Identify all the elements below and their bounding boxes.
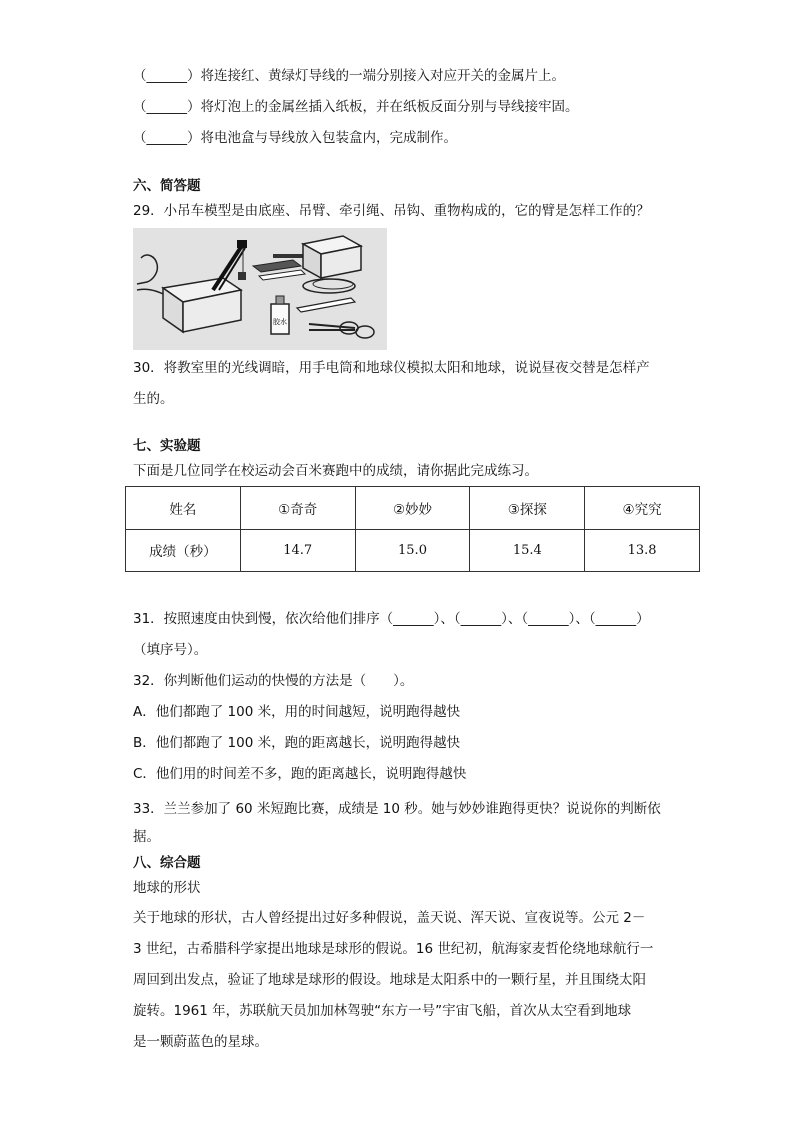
passage-title: 地球的形状 [133, 880, 201, 896]
passage-line-4: 旋转。1961 年，苏联航天员加加林驾驶“东方一号”宇宙飞船，首次从太空看到地球 [133, 1003, 632, 1019]
table-header-cell: ④究究 [585, 487, 700, 530]
step-3: （______）将电池盒与导线放入包装盒内，完成制作。 [133, 130, 457, 146]
crane-model-drawing [133, 228, 387, 350]
option-b: B．他们都跑了 100 米，跑的距离越长，说明跑得越快 [133, 735, 461, 751]
table-header-cell: 姓名 [126, 487, 241, 530]
step-1: （______）将连接红、黄绿灯导线的一端分别接入对应开关的金属片上。 [133, 68, 565, 84]
table-header-row [126, 487, 700, 530]
question-33-line-1: 33．兰兰参加了 60 米短跑比赛，成绩是 10 秒。她与妙妙谁跑得更快？说说你的判断依 [133, 801, 661, 817]
question-33-line-2: 据。 [133, 829, 160, 845]
section-7-intro: 下面是几位同学在校运动会百米赛跑中的成绩，请你据此完成练习。 [133, 463, 538, 479]
question-31-line-2: （填序号）。 [133, 642, 208, 658]
section-7-heading: 七、实验题 [133, 438, 201, 454]
section-8-heading: 八、综合题 [133, 855, 201, 871]
table-header-cell: ②妙妙 [355, 487, 470, 530]
option-a: A．他们都跑了 100 米，用的时间越短，说明跑得越快 [133, 704, 461, 720]
table-header-cell: ①奇奇 [240, 487, 355, 530]
question-31-line-1: 31．按照速度由快到慢，依次给他们排序（______）、（______）、（______）、（______） [133, 611, 650, 627]
table-row-label: 成绩（秒） [126, 529, 241, 572]
question-30-line-1: 30．将教室里的光线调暗，用手电筒和地球仪模拟太阳和地球，说说昼夜交替是怎样产 [133, 360, 650, 376]
table-cell: 13.8 [585, 529, 700, 572]
step-2: （______）将灯泡上的金属丝插入纸板，并在纸板反面分别与导线接牢固。 [133, 99, 579, 115]
table-header-cell: ③探探 [470, 487, 585, 530]
table-cell: 14.7 [240, 529, 355, 572]
table-row [126, 529, 700, 572]
table-cell: 15.4 [470, 529, 585, 572]
question-32: 32．你判断他们运动的快慢的方法是（ ）。 [133, 673, 414, 689]
section-6-heading: 六、简答题 [133, 178, 201, 194]
crane-model-image [133, 228, 387, 350]
passage-line-3: 周回到出发点，验证了地球是球形的假设。地球是太阳系中的一颗行星，并且围绕太阳 [133, 972, 646, 988]
option-c: C．他们用的时间差不多，跑的距离越长，说明跑得越快 [133, 766, 467, 782]
question-30-line-2: 生的。 [133, 391, 174, 407]
race-results-table [125, 486, 700, 572]
passage-line-2: 3 世纪，古希腊科学家提出地球是球形的假说。16 世纪初，航海家麦哲伦绕地球航行一 [133, 941, 654, 957]
passage-line-1: 关于地球的形状，古人曾经提出过好多种假说，盖天说、浑天说、宣夜说等。公元 2－ [133, 910, 646, 926]
table-cell: 15.0 [355, 529, 470, 572]
glue-label: 胶水 [273, 318, 287, 326]
passage-line-5: 是一颗蔚蓝色的星球。 [133, 1034, 268, 1050]
question-29: 29．小吊车模型是由底座、吊臂、牵引绳、吊钩、重物构成的，它的臂是怎样工作的？ [133, 203, 650, 219]
